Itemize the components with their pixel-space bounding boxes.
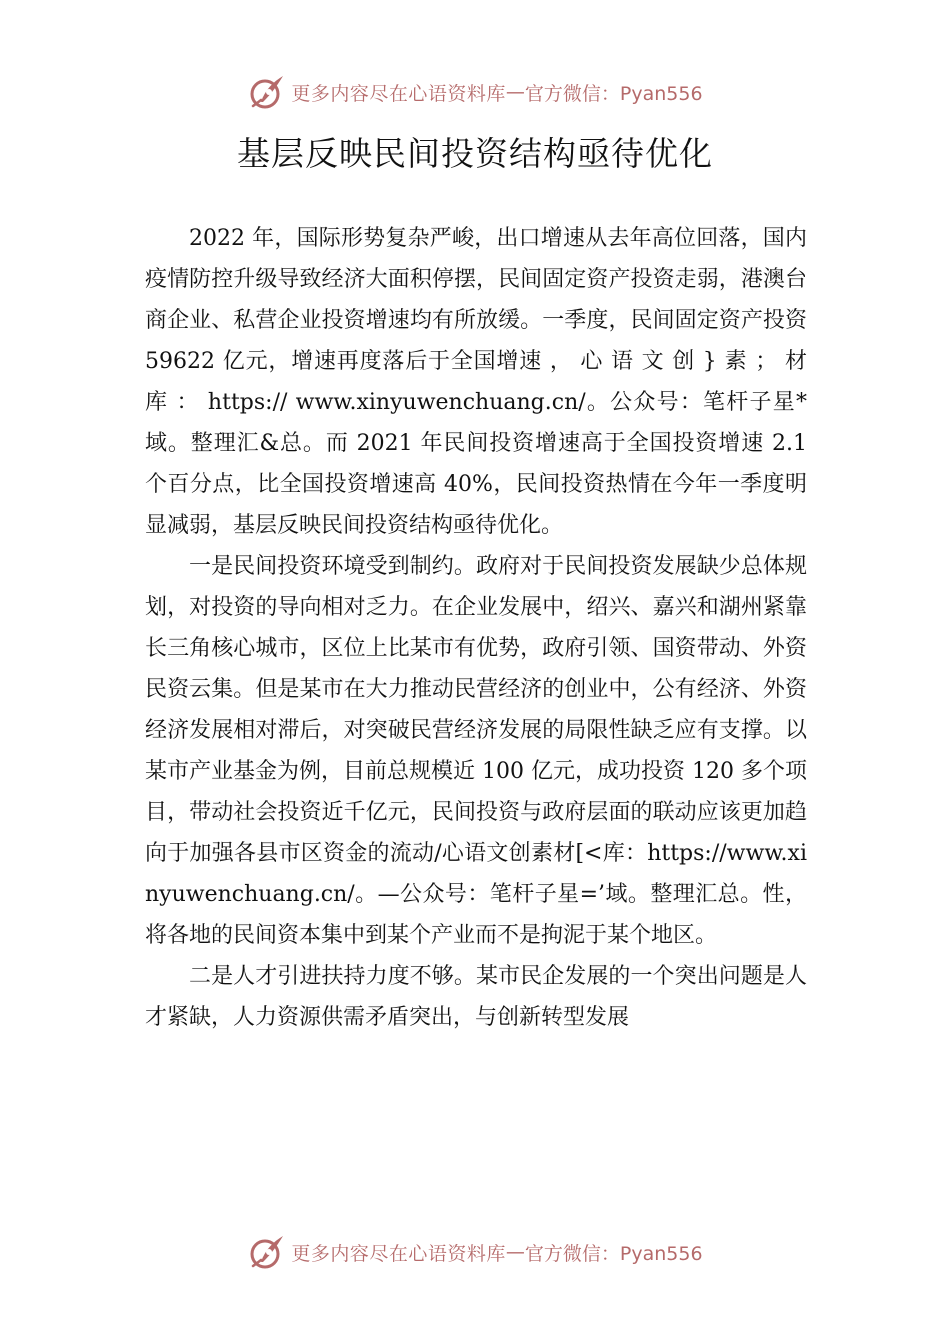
footer-watermark-banner bbox=[0, 1232, 950, 1272]
quill-logo-icon bbox=[247, 72, 287, 112]
header-watermark-banner bbox=[0, 72, 950, 112]
document-body bbox=[145, 218, 807, 1038]
document-title: 基层反映民间投资结构亟待优化 bbox=[237, 134, 713, 173]
watermark-dash: — bbox=[505, 81, 525, 103]
body-paragraph: 二是人才引进扶持力度不够。某市民企发展的一个突出问题是人才紧缺，人力资源供需矛盾突出，与创新转型发展 bbox=[145, 964, 807, 1030]
body-paragraph: 2022 年，国际形势复杂严峻，出口增速从去年高位回落，国内疫情防控升级导致经济大面积停摆，民间固定资产投资走弱，港澳台商企业、私营企业投资增速均有所放缓。一季度，民间固定资产投资 59622 亿元，增速再度落后于全国增速 ， 心 语 文 创 } 素 ； 材 库 ： https:// www.xinyuwenchuang.cn/。公众号：笔杆子星*域。整理汇&总。而 2021 年民间投资增速高于全国投资增速 2.1 个百分点，比全国投资增速高 40%，民间投资热情在今年一季度明显减弱，基层反映民间投资结构亟待优化。 bbox=[145, 226, 807, 538]
watermark-dash: — bbox=[505, 1241, 525, 1263]
watermark-official-wechat: 官方微信：Pyan556 bbox=[524, 1242, 703, 1265]
body-paragraph: 一是民间投资环境受到制约。政府对于民间投资发展缺少总体规划，对投资的导向相对乏力。在企业发展中，绍兴、嘉兴和湖州紧靠长三角核心城市，区位上比某市有优势，政府引领、国资带动、外资民资云集。但是某市在大力推动民营经济的创业中，公有经济、外资经济发展相对滞后，对突破民营经济发展的局限性缺乏应有支撑。以某市产业基金为例，目前总规模近 100 亿元，成功投资 120 多个项目，带动社会投资近千亿元，民间投资与政府层面的联动应该更加趋向于加强各县市区资金的流动/心语文创素材[<库：https://www.xinyuwenchuang.cn/。—公众号：笔杆子星=’域。整理汇总。性，将各地的民间资本集中到某个产业而不是拘泥于某个地区。 bbox=[145, 554, 807, 948]
watermark-brand-text: 更多内容尽在心语资料库 bbox=[291, 82, 506, 105]
quill-logo-icon bbox=[247, 1232, 287, 1272]
watermark-brand-text: 更多内容尽在心语资料库 bbox=[291, 1242, 506, 1265]
watermark-official-wechat: 官方微信：Pyan556 bbox=[524, 82, 703, 105]
